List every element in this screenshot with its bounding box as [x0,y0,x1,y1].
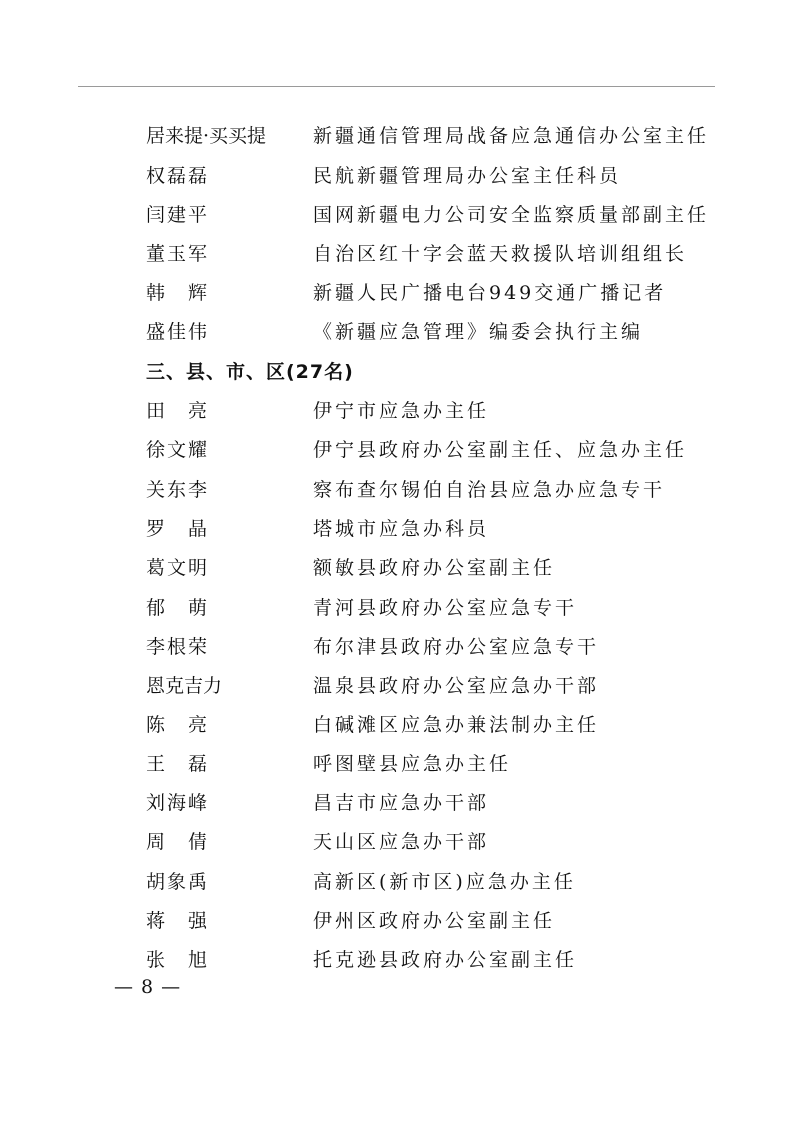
person-name: 周 倩 [146,831,210,853]
list-item [0,902,793,941]
person-title: 昌吉市应急办干部 [313,792,490,814]
list-item [0,667,793,706]
list-item [0,196,793,235]
list-item [0,157,793,196]
person-name: 董玉军 [146,243,210,265]
list-item [0,510,793,549]
person-name: 关东李 [146,479,210,501]
person-name: 胡象禹 [146,871,210,893]
person-name: 罗 晶 [146,518,210,540]
person-title: 伊宁市应急办主任 [313,400,490,422]
person-title: 察布查尔锡伯自治县应急办应急专干 [313,479,666,501]
person-name: 盛佳伟 [146,321,210,343]
list-item [0,549,793,588]
header-rule [78,86,715,87]
list-item [0,431,793,470]
person-title: 青河县政府办公室应急专干 [313,597,578,619]
person-title: 民航新疆管理局办公室主任科员 [313,165,622,187]
person-title: 《新疆应急管理》编委会执行主编 [313,321,644,343]
person-title: 自治区红十字会蓝天救援队培训组组长 [313,243,688,265]
person-name: 闫建平 [146,204,210,226]
person-title: 布尔津县政府办公室应急专干 [313,636,600,658]
person-title: 白碱滩区应急办兼法制办主任 [313,714,600,736]
list-item [0,235,793,274]
person-name: 权磊磊 [146,165,210,187]
person-title: 额敏县政府办公室副主任 [313,557,556,579]
person-title: 天山区应急办干部 [313,831,490,853]
person-title: 塔城市应急办科员 [313,518,490,540]
person-title: 呼图壁县应急办主任 [313,753,512,775]
person-title: 伊宁县政府办公室副主任、应急办主任 [313,439,688,461]
list-item [0,706,793,745]
person-name: 田 亮 [146,400,210,422]
list-item [0,589,793,628]
list-item [0,471,793,510]
person-name: 居来提·买买提 [146,125,267,147]
person-title: 新疆人民广播电台949交通广播记者 [313,282,667,304]
person-name: 张 旭 [146,949,210,971]
person-name: 韩 辉 [146,282,210,304]
person-name: 蒋 强 [146,910,210,932]
person-name: 李根荣 [146,636,210,658]
person-title: 新疆通信管理局战备应急通信办公室主任 [313,125,710,147]
person-title: 伊州区政府办公室副主任 [313,910,556,932]
section-heading: 三、县、市、区(27名) [146,361,354,383]
list-item [0,313,793,352]
list-item [0,117,793,156]
list-item [0,745,793,784]
page-number: — 8 — [114,976,182,998]
list-item [0,823,793,862]
person-name: 王 磊 [146,753,210,775]
person-title: 托克逊县政府办公室副主任 [313,949,578,971]
person-name: 刘海峰 [146,792,210,814]
person-name: 恩克吉力 [146,675,223,697]
person-title: 国网新疆电力公司安全监察质量部副主任 [313,204,710,226]
person-name: 徐文耀 [146,439,210,461]
list-item [0,392,793,431]
person-name: 陈 亮 [146,714,210,736]
person-name: 葛文明 [146,557,210,579]
person-title: 高新区(新市区)应急办主任 [313,871,576,893]
person-title: 温泉县政府办公室应急办干部 [313,675,600,697]
list-item [0,628,793,667]
person-name: 郁 萌 [146,597,210,619]
list-item [0,274,793,313]
list-item [0,784,793,823]
list-item [0,863,793,902]
